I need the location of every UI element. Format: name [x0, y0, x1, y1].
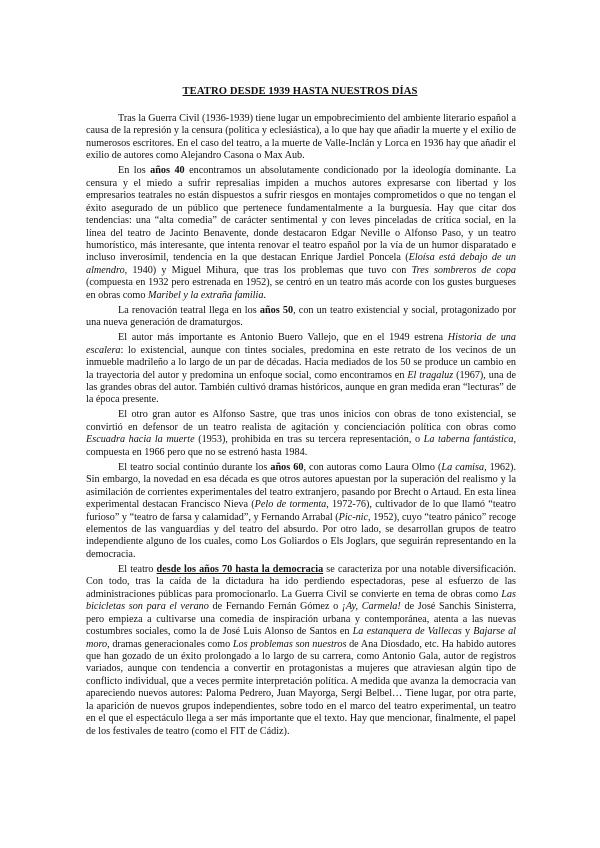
text: (compuesta en 1932 pero estrenada en 1952), se centró en un teatro más acorde con los gustes burgueses en obras como	[86, 277, 516, 301]
work-title: La taberna fantástica	[423, 434, 514, 446]
work-title: Pic-nic	[338, 511, 369, 523]
work-title: ¡Ay, Carmela!	[341, 601, 401, 613]
text: , con autoras como Laura Olmo (	[303, 461, 442, 473]
bold-text: años 50	[259, 304, 294, 316]
text: En los	[118, 165, 151, 177]
text: , dramas generacionales como	[107, 638, 233, 650]
work-title: Escuadra hacia la muerte	[86, 434, 195, 446]
work-title: Maribel y la extraña familia	[147, 289, 264, 301]
text: La renovación teatral llega en los	[118, 304, 260, 316]
text: .	[263, 289, 266, 301]
text: encontramos un absolutamente condicionado por la ideología dominante. La censura y el miedo a sufrir represalias impiden a muchos autores expresarse con libertad y los empresarios teatrales no están dispuestos a sufrir riesgos en montajes comprometidos o que no tengan el éxito asegurado de un público que pertenece fundamentalmente a la burguesía. Hay que citar dos tendencias: una “alta comedia” de carácter sentimental y con leves pinceladas de crítica social, en la línea del teatro de Jacinto Benavente, donde destacaron Edgar Neville o Alfonso Paso, y un teatro humorístico, más interesante, que intenta renovar el teatro español por la vía de un humor disparatado e incluso inverosímil, tendencia en la que destacan Enrique Jardiel Poncela (	[86, 165, 516, 264]
paragraph-posguerra	[86, 113, 516, 163]
work-title: Historia de una escalera	[86, 332, 516, 356]
text: , 1940) y Miguel Mihura, que tras los problemas que tuvo con	[124, 264, 412, 276]
text: : lo existencial, aunque con tintes sociales, predomina en este retrato de los vecinos de un inmueble madrileño a lo largo de un par de décadas. Hacia mediados de los 50 se produce un cambio en la trayectoria del autor y predomina un enfoque social, como encontramos en	[86, 344, 516, 381]
bold-underlined-text: desde los años 70 hasta la democracia	[156, 563, 324, 575]
text: , compuesta en 1966 pero que no se estrenó hasta 1984.	[86, 434, 517, 458]
text: se caracteriza por una notable diversificación. Con todo, tras la caída de la dictadura ha ido perdiendo espectadoras, pese al esfuerzo de las administraciones públicas para promocionarlo. La Guerra Civil se convierte en tema de obras como	[86, 563, 516, 600]
text: El otro gran autor es Alfonso Sastre, que tras unos inicios con obras de tono existencial, se convirtió en defensor de un teatro realista de agitación y concienciación política con obras como	[86, 409, 516, 433]
bold-text: años 60	[270, 461, 304, 473]
work-title: Tres sombreros de copa	[411, 264, 516, 276]
work-title: Bajarse al moro	[86, 626, 517, 650]
text: y	[461, 626, 474, 638]
work-title: La camisa	[441, 461, 485, 473]
text: (1953), prohibida en tras su tercera representación, o	[194, 434, 424, 446]
work-title: Eloísa está debajo de un almendro	[86, 252, 516, 276]
text: El teatro social continúo durante los	[118, 461, 271, 473]
paragraph-anos-50	[86, 305, 516, 330]
page-title: TEATRO DESDE 1939 HASTA NUESTROS DÍAS	[182, 86, 418, 97]
paragraph-buero-vallejo	[86, 332, 516, 407]
text: El teatro	[118, 563, 157, 575]
bold-text: años 40	[150, 165, 185, 177]
document-body	[86, 113, 516, 738]
text: , con un teatro existencial y social, protagonizado por una nueva generación de dramaturgos.	[86, 304, 516, 329]
paragraph-anos-60	[86, 462, 516, 562]
text: , 1952), cuyo “teatro pánico” recoge elementos de las vanguardias y del teatro del absurdo. Por otro lado, se desarrollan grupos de teatro independiente alguno de los cuales, como Los Goliardos o Els Joglars, que seguirán representando en la democracia.	[86, 511, 516, 560]
text: , 1972-76), cultivador de lo que llamó “teatro furioso” y “teatro de farsa y calamidad”, y Fernando Arrabal (	[86, 499, 517, 523]
text: de Fernando Fernán Gómez o	[208, 601, 342, 613]
text: Tras la Guerra Civil (1936-1939) tiene lugar un empobrecimiento del ambiente literario español a causa de la represión y la censura (política y eclesiástica), a lo que hay que añadir la muerte y el exilio de numerosos escritores. En el caso del teatro, a la muerte de Valle-Inclán y Lorca en 1936 hay que añadir el exilio de autores como Alejandro Casona o Max Aub.	[86, 113, 516, 162]
paragraph-anos-40	[86, 165, 516, 302]
text: , 1962). Sin embargo, la novedad en esa década es que otros autores apuestan por la superación del realismo y la asimilación de corrientes experimentales del teatro extranjero, pasando por Brecht o Artaud. En esta línea experimental destacan Francisco Nieva (	[86, 461, 516, 511]
work-title: La estanquera de Vallecas	[352, 626, 462, 638]
text: de José Sanchis Sinisterra, pero empieza a cultivarse una comedia de inspiración urbana y contemporánea, atenta a las nuevas costumbres sociales, como la de José Luis Alonso de Santos en	[86, 601, 516, 638]
work-title: El tragaluz	[407, 369, 454, 381]
work-title: Las bicicletas son para el verano	[86, 588, 516, 613]
text: (1967), una de las grandes obras del autor. También cultivó dramas históricos, aunque en gran medida eran “lecturas” de la época presente.	[86, 369, 516, 406]
text: El autor más importante es Antonio Buero Vallejo, que en el 1949 estrena	[118, 332, 448, 344]
work-title: Pelo de tormenta	[254, 499, 327, 511]
paragraph-sastre	[86, 409, 516, 459]
paragraph-anos-70-democracia	[86, 564, 516, 738]
work-title: Los problemas son nuestros	[232, 638, 347, 650]
text: de Ana Diosdado, etc. Ha habido autores que han gozado de un éxito prolongado a lo largo de su carrera, como Antonio Gala, autor de registros variados, aunque con tendencia a convertir en protagonistas a mujeres que atraviesan algún tipo de conflicto individual, que a veces permite interpretación política. A medida que avanza la democracia van apareciendo nuevos autores: Paloma Pedrero, Juan Mayorga, Sergi Belbel… Tiene lugar, por otra parte, la aparición de nuevos grupos independientes, sobre todo en el marco del teatro experimental, un teatro en el que el espectáculo llega a ser más importante que el texto. Hay que mencionar, finalmente, el papel de los festivales de teatro (como el FIT de Cádiz).	[86, 638, 516, 737]
